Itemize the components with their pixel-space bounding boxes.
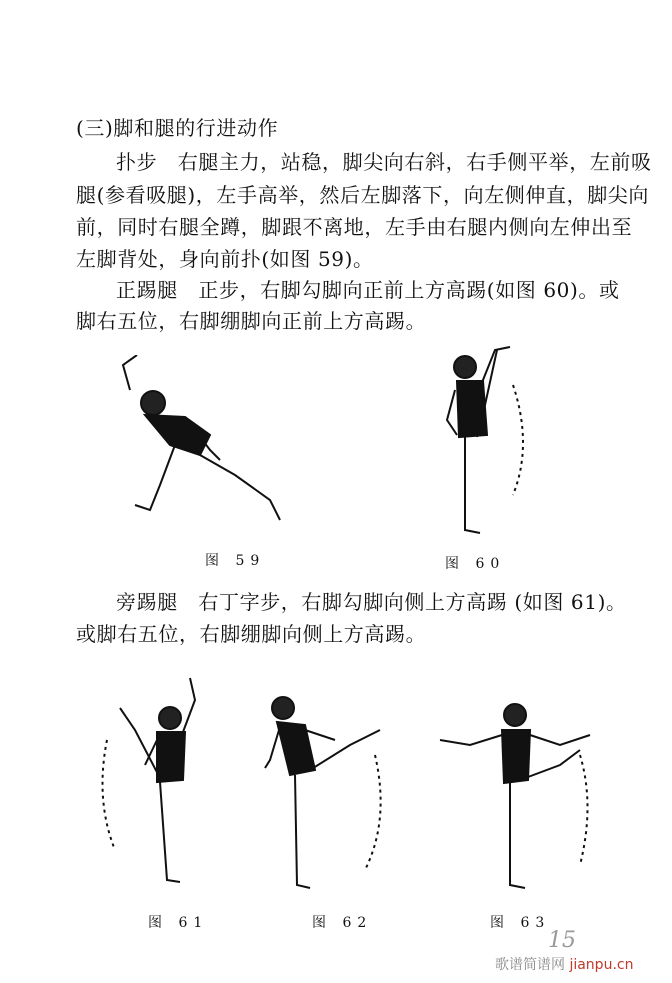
- text-line: 脚右五位，右脚绷脚向正前上方高踢。: [76, 309, 427, 333]
- figure-63-illustration: [430, 695, 605, 895]
- page-number: 15: [548, 928, 576, 953]
- watermark: [495, 956, 633, 974]
- watermark-cn: 歌谱简谱网: [495, 957, 565, 973]
- text-line: 前，同时右腿全蹲，脚跟不离地，左手由右腿内侧向左伸出至: [76, 215, 633, 239]
- figure-62-illustration: [255, 690, 390, 895]
- figure-61-illustration: [95, 670, 215, 890]
- figure-60-caption: 图 60: [445, 556, 506, 572]
- figure-59-caption: 图 59: [205, 553, 266, 569]
- watermark-url: jianpu.cn: [569, 957, 634, 973]
- text-line: 腿(参看吸腿)，左手高举，然后左脚落下，向左侧伸直，脚尖向: [76, 183, 650, 207]
- text-line: 左脚背处，身向前扑(如图 59)。: [76, 247, 374, 271]
- figure-63-caption: 图 63: [490, 915, 551, 931]
- figure-62-caption: 图 62: [312, 915, 373, 931]
- text-line: 正踢腿 正步，右脚勾脚向正前上方高踢(如图 60)。或: [116, 278, 620, 302]
- section-heading: (三)脚和腿的行进动作: [76, 116, 279, 140]
- figure-60-illustration: [435, 345, 545, 540]
- figure-59-illustration: [115, 355, 290, 530]
- figure-61-caption: 图 61: [148, 915, 209, 931]
- text-line: 旁踢腿 右丁字步，右脚勾脚向侧上方高踢 (如图 61)。: [116, 590, 627, 614]
- text-line: 或脚右五位，右脚绷脚向侧上方高踢。: [76, 622, 427, 646]
- text-line: 扑步 右腿主力，站稳，脚尖向右斜，右手侧平举，左前吸: [116, 150, 652, 174]
